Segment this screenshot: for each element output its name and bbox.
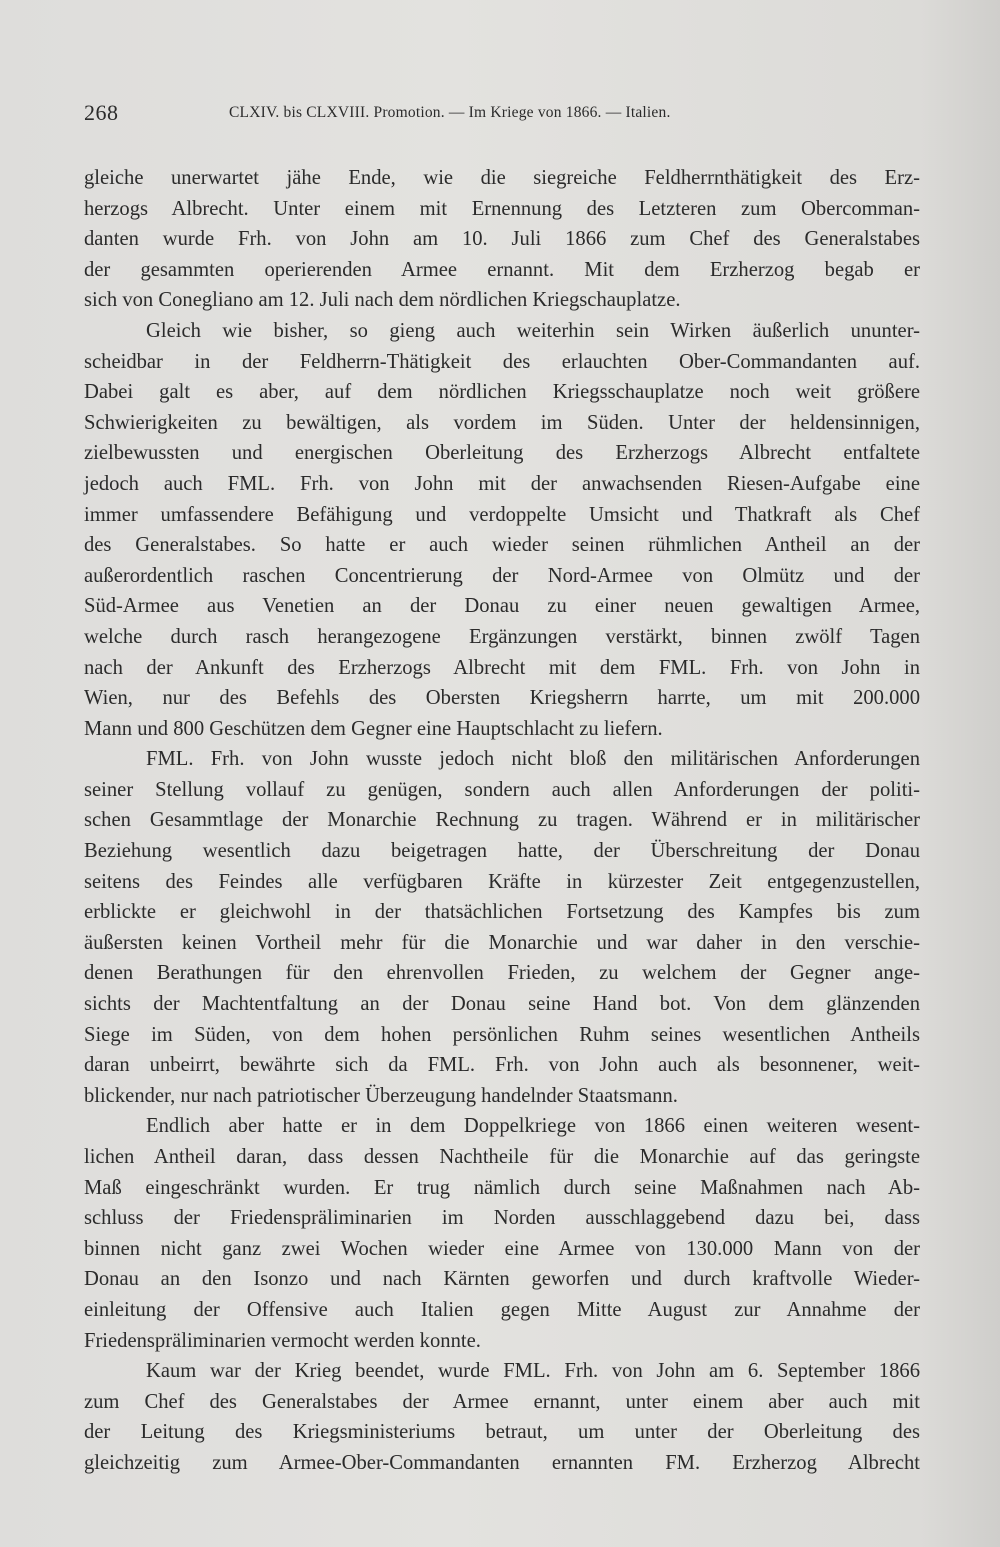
text-line: Süd-Armee aus Venetien an der Donau zu einer neuen gewaltigen Armee,: [84, 595, 920, 618]
text-line: jedoch auch FML. Frh. von John mit der anwachsenden Riesen-Aufgabe eine: [84, 472, 920, 495]
text-line: gleiche unerwartet jähe Ende, wie die siegreiche Feldherrnthätigkeit des Erz-: [84, 167, 920, 189]
text-line: sichts der Machtentfaltung an der Donau seine Hand bot. Von dem glänzenden: [84, 993, 920, 1016]
text-line: erblickte er gleichwohl in der thatsächlichen Fortsetzung des Kampfes bis zum: [84, 901, 920, 924]
text-line: seiner Stellung vollauf zu genügen, sondern auch allen Anforderungen der politi-: [84, 778, 920, 801]
text-line: der Leitung des Kriegsministeriums betraut, um unter der Oberleitung des: [84, 1421, 920, 1444]
text-line: Dabei galt es aber, auf dem nördlichen Kriegsschauplatze noch weit größere: [84, 381, 920, 404]
text-line: danten wurde Frh. von John am 10. Juli 1866 zum Chef des Generalstabes: [84, 228, 920, 251]
text-line: daran unbeirrt, bewährte sich da FML. Frh. von John auch als besonnener, weit-: [84, 1054, 920, 1077]
text-line: zielbewussten und energischen Oberleitung des Erzherzogs Albrecht entfaltete: [84, 442, 920, 465]
page-number: 268: [84, 100, 119, 125]
text-line: lichen Antheil daran, dass dessen Nachtheile für die Monarchie auf das geringste: [84, 1146, 920, 1168]
text-line: des Generalstabes. So hatte er auch wieder seinen rühmlichen Antheil an der: [84, 534, 920, 557]
text-line: zum Chef des Generalstabes der Armee ernannt, unter einem aber auch mit: [84, 1390, 920, 1413]
paragraph-start-line: FML. Frh. von John wusste jedoch nicht bloß den militärischen Anforderungen: [146, 748, 920, 771]
text-line: scheidbar in der Feldherrn-Thätigkeit des erlauchten Ober-Commandanten auf.: [84, 350, 920, 373]
text-line: immer umfassendere Befähigung und verdoppelte Umsicht und Thatkraft als Chef: [84, 503, 920, 526]
text-line: Siege im Süden, von dem hohen persönlichen Ruhm seines wesentlichen Antheils: [84, 1023, 920, 1046]
text-line: denen Berathungen für den ehrenvollen Frieden, zu welchem der Gegner ange-: [84, 962, 920, 985]
text-line: der gesammten operierenden Armee ernannt. Mit dem Erzherzog begab er: [84, 258, 920, 281]
text-line: welche durch rasch herangezogene Ergänzungen verstärkt, binnen zwölf Tagen: [84, 625, 920, 648]
text-line: Mann und 800 Geschützen dem Gegner eine Hauptschlacht zu liefern.: [84, 717, 663, 740]
text-line: Maß eingeschränkt wurden. Er trug nämlich durch seine Maßnahmen nach Ab-: [84, 1176, 920, 1199]
text-line: Beziehung wesentlich dazu beigetragen hatte, der Überschreitung der Donau: [84, 840, 920, 863]
text-line: gleichzeitig zum Armee-Ober-Commandanten ernannten FM. Erzherzog Albrecht: [84, 1451, 920, 1474]
text-line: einleitung der Offensive auch Italien gegen Mitte August zur Annahme der: [84, 1298, 920, 1321]
text-line: Wien, nur des Befehls des Obersten Kriegsherrn harrte, um mit 200.000: [84, 687, 920, 710]
text-line: schen Gesammtlage der Monarchie Rechnung zu tragen. Während er in militärischer: [84, 809, 920, 832]
text-line: Schwierigkeiten zu bewältigen, als vordem im Süden. Unter der heldensinnigen,: [84, 411, 920, 434]
text-line: sich von Conegliano am 12. Juli nach dem nördlichen Kriegschauplatze.: [84, 289, 681, 312]
text-line: Friedenspräliminarien vermocht werden konnte.: [84, 1329, 481, 1352]
text-line: nach der Ankunft des Erzherzogs Albrecht mit dem FML. Frh. von John in: [84, 656, 920, 679]
text-line: seitens des Feindes alle verfügbaren Kräfte in kürzester Zeit entgegenzustellen,: [84, 870, 920, 893]
text-line: blickender, nur nach patriotischer Überzeugung handelnder Staatsmann.: [84, 1084, 678, 1107]
text-line: binnen nicht ganz zwei Wochen wieder eine Armee von 130.000 Mann von der: [84, 1237, 920, 1260]
paragraph-start-line: Kaum war der Krieg beendet, wurde FML. Frh. von John am 6. September 1866: [146, 1360, 920, 1383]
paragraph-start-line: Gleich wie bisher, so gieng auch weiterhin sein Wirken äußerlich ununter-: [146, 319, 920, 342]
page-header: [84, 100, 924, 130]
text-line: Donau an den Isonzo und nach Kärnten geworfen und durch kraftvolle Wieder-: [84, 1268, 920, 1291]
text-line: schluss der Friedenspräliminarien im Norden ausschlaggebend dazu bei, dass: [84, 1207, 920, 1230]
paragraph-start-line: Endlich aber hatte er in dem Doppelkriege von 1866 einen weiteren wesent-: [146, 1115, 920, 1138]
text-line: herzogs Albrecht. Unter einem mit Ernennung des Letzteren zum Obercomman-: [84, 197, 920, 220]
body-text: [84, 163, 920, 1479]
text-line: außerordentlich raschen Concentrierung der Nord-Armee von Olmütz und der: [84, 564, 920, 587]
text-line: äußersten keinen Vortheil mehr für die Monarchie und war daher in den verschie-: [84, 931, 920, 954]
running-head: CLXIV. bis CLXVIII. Promotion. — Im Kriege von 1866. — Italien.: [229, 104, 671, 121]
